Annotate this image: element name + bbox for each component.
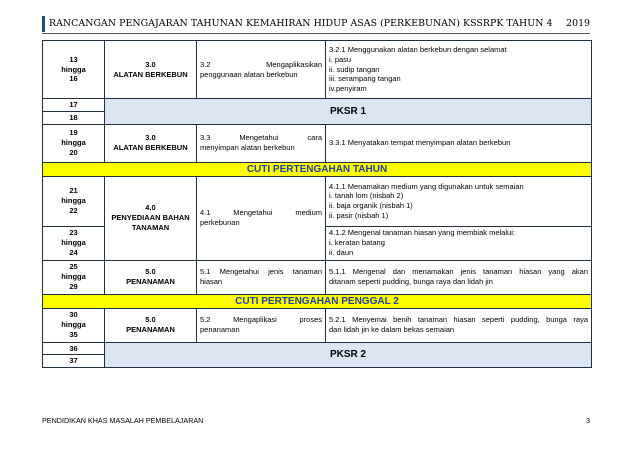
table-row [43,294,592,308]
cuti-pertengahan-penggal-banner: CUTI PERTENGAHAN PENGGAL 2 [43,294,592,308]
objective-line: 4.1.2 Mengenal tanaman hiasan yang membiak melalui: [329,228,515,238]
objective-line: ii. sudip tangan [329,64,380,74]
unit-text: 3.0 ALATAN BERKEBUN [113,59,188,79]
standard-line: penggunaan alatan berkebun [200,69,298,79]
unit-cell [105,176,197,260]
week-cell [43,226,105,260]
objective-cell [326,226,592,260]
objective-line: 5.2.1 Menyemai benih tanaman hiasan seperti pudding, bunga raya [329,315,588,325]
table-row [43,308,592,342]
document-year: 2019 [566,18,590,29]
week-cell: 37 [43,355,105,368]
objective-line: 3.3.1 Menyatakan tempat menyimpan alatan berkebun [329,138,511,148]
objective-line: ii. pasir (nisbah 1) [329,210,389,220]
objective-cell [326,41,592,99]
week-cell [43,176,105,226]
table-row [43,176,592,226]
header-divider [42,33,590,34]
unit-cell [105,308,197,342]
unit-text: 5.0 PENANAMAN [126,315,175,334]
week-text: 19 hingga 20 [61,128,86,157]
objective-cell [326,308,592,342]
week-text: 13 hingga 16 [61,54,86,84]
table-row [43,342,592,355]
standard-cell [197,124,326,162]
week-cell: 36 [43,342,105,355]
standard-line: hiasan [200,277,223,286]
objective-cell [326,260,592,294]
objective-line: 4.1.1 Menamakan medium yang digunakan untuk semaian [329,181,524,191]
standard-line: 4.1 Mengetahui medium [200,208,322,218]
standard-line: 5.1 Mengetahui jenis tanaman [200,267,322,277]
standard-cell [197,41,326,99]
table-row [43,41,592,99]
standard-line: 5.2 Mengaplikasi proses [200,315,322,325]
objective-line: ii. baja organik (nisbah 1) [329,201,413,210]
objective-line: iii. serampang tangan [329,74,401,84]
header-accent-bar [42,16,45,32]
objective-cell [326,124,592,162]
lesson-plan-table [42,40,592,368]
week-cell [43,260,105,294]
pksr-2-banner: PKSR 2 [105,342,592,368]
unit-text: 3.0 ALATAN BERKEBUN [113,133,188,152]
unit-cell [105,124,197,162]
week-text: 23 hingga 24 [61,228,86,257]
standard-line: perkebunan [200,218,240,227]
document-title: RANCANGAN PENGAJARAN TAHUNAN KEMAHIRAN HIDUP ASAS (PERKEBUNAN) KSSRPK TAHUN 4 [49,18,553,29]
page-header [42,16,590,32]
table-row [43,99,592,112]
week-cell [43,41,105,99]
objective-line: i. pasu [329,54,352,64]
week-text: 21 hingga 22 [61,186,86,215]
page-footer [42,414,590,428]
week-cell: 17 [43,99,105,112]
standard-line: penanaman [200,325,240,334]
week-cell [43,124,105,162]
week-cell [43,308,105,342]
week-text: 30 hingga 35 [61,310,86,339]
standard-line: menyimpan alatan berkebun [200,143,295,152]
page-number: 3 [586,416,590,425]
objective-line: i. keratan batang [329,238,385,248]
objective-line: 5.1.1 Mengenal dan menamakan jenis tanaman hiasan yang akan [329,267,588,277]
table-row [43,162,592,176]
standard-cell [197,260,326,294]
table-row [43,124,592,162]
objective-line: i. tanah lom (nisbah 2) [329,191,404,201]
objective-line: ditanam seperti pudding, bunga raya dan lidah jin [329,277,493,286]
pksr-1-banner: PKSR 1 [105,99,592,125]
objective-line: iv.penyiram [329,84,367,94]
week-cell: 18 [43,111,105,124]
standard-cell [197,176,326,260]
unit-cell [105,41,197,99]
objective-cell [326,176,592,226]
unit-text: 4.0 PENYEDIAAN BAHAN TANAMAN [111,203,190,232]
unit-text: 5.0 PENANAMAN [126,267,175,286]
footer-label: PENDIDIKAN KHAS MASALAH PEMBELAJARAN [42,416,204,425]
week-text: 25 hingga 29 [61,262,86,291]
objective-line: 3.2.1 Menggunakan alatan berkebun dengan selamat [329,45,507,55]
objective-line: dan lidah jin ke dalam bekas semaian [329,325,455,334]
standard-cell [197,308,326,342]
unit-cell [105,260,197,294]
standard-line: 3.3 Mengetahui cara [200,133,322,143]
table-row [43,260,592,294]
cuti-pertengahan-tahun-banner: CUTI PERTENGAHAN TAHUN [43,162,592,176]
standard-line: 3.2 Mengaplikasikan [200,59,322,69]
objective-line: ii. daun [329,247,354,257]
